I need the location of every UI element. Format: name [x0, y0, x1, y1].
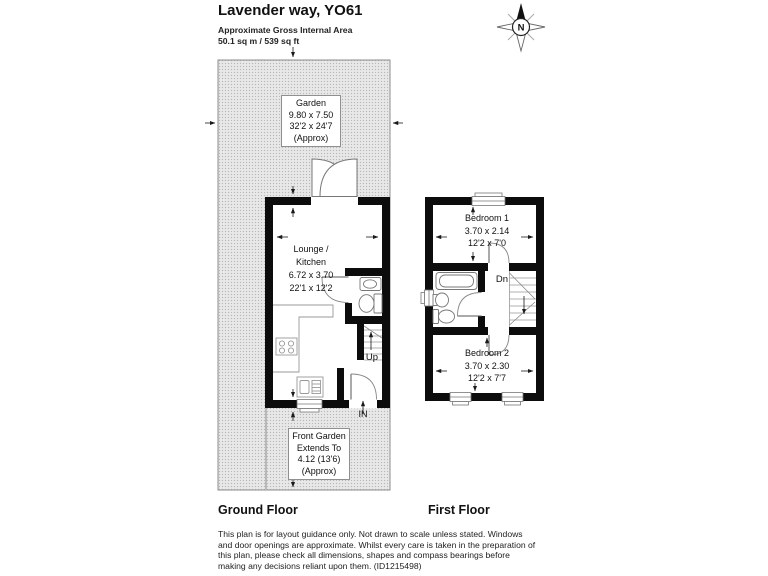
front-garden-extends: Extends To	[296, 442, 342, 453]
bathroom-basin-icon	[433, 293, 449, 307]
garden-approx: (Approx)	[293, 132, 329, 143]
garden-label-box	[281, 95, 341, 147]
header-subtitle: Approximate Gross Internal Area	[218, 25, 353, 35]
bathtub-icon	[436, 273, 477, 290]
room-dims-metric: 6.72 x 3.70	[288, 270, 334, 280]
french-door-opening	[311, 197, 358, 206]
garden-dims-imperial: 32'2 x 24'7	[289, 121, 333, 131]
ground-floor-title: Ground Floor	[218, 503, 298, 517]
wc-left-wall	[345, 303, 352, 316]
bedroom2-label	[443, 347, 531, 385]
bathroom-toilet-icon	[433, 310, 455, 324]
bedroom2-name: Bedroom 2	[464, 348, 510, 358]
stairs-down-label: Dn	[495, 274, 509, 285]
room-dims-imperial: 22'1 x 12'2	[289, 283, 333, 293]
bedroom2-window-right-icon	[502, 393, 523, 406]
garden-name: Garden	[295, 98, 327, 108]
lounge-kitchen-label	[271, 243, 351, 295]
bedroom1-dims-metric: 3.70 x 2.14	[464, 225, 510, 236]
page-title: Lavender way, YO61	[218, 2, 363, 19]
bedroom2-dims-imperial: 12'2 x 7'7	[468, 373, 506, 383]
front-garden-approx: (Approx)	[301, 465, 337, 476]
bathroom-door-opening	[478, 292, 486, 316]
kitchen-sink-icon	[297, 377, 323, 397]
front-garden-name: Front Garden	[292, 431, 346, 441]
wc-basin-icon	[360, 278, 381, 291]
disclaimer-text: This plan is for layout guidance only. Not drawn to scale unless stated. Windows and door openings are approximate. Whilst every care is taken in the preparation of this plan, please check all dimensions, shapes and compass bearings before making any decisions reliant upon them. (ID1215498)	[218, 529, 536, 571]
bedroom2-dims-metric: 3.70 x 2.30	[464, 360, 510, 371]
garden-dims-metric: 9.80 x 7.50	[288, 109, 334, 120]
bedroom1-window-icon	[472, 193, 505, 206]
first-floor-title: First Floor	[428, 503, 490, 517]
hall-wall-stub	[337, 368, 344, 400]
bedroom2-door-opening	[488, 327, 509, 336]
stairs-top-wall	[345, 316, 390, 324]
bedroom1-dims-imperial: 12'2 x 7'0	[468, 238, 506, 248]
entrance-in-label: IN	[358, 409, 368, 419]
kitchen-window-icon	[297, 400, 322, 413]
front-garden-label-box	[288, 428, 350, 480]
bedroom2-dividing-wall	[433, 327, 536, 335]
compass-north-label: N	[517, 22, 525, 34]
bedroom1-label	[443, 212, 531, 250]
wc-toilet-icon	[359, 294, 382, 313]
compass-rose-icon	[497, 3, 545, 51]
bedroom2-window-left-icon	[450, 393, 471, 406]
stairs-up-label: Up	[365, 352, 379, 363]
header-area-value: 50.1 sq m / 539 sq ft	[218, 36, 300, 46]
hob-icon	[276, 338, 297, 355]
room-name-2: Kitchen	[295, 257, 327, 267]
front-garden-dim: 4.12 (13'6)	[297, 454, 341, 464]
bedroom1-door-opening	[488, 263, 509, 272]
bedroom1-name: Bedroom 1	[464, 213, 510, 223]
room-name-1: Lounge /	[293, 244, 329, 254]
bathroom-window-icon	[421, 290, 434, 306]
french-doors-icon	[312, 159, 357, 197]
bedroom1-dividing-wall	[433, 263, 536, 271]
